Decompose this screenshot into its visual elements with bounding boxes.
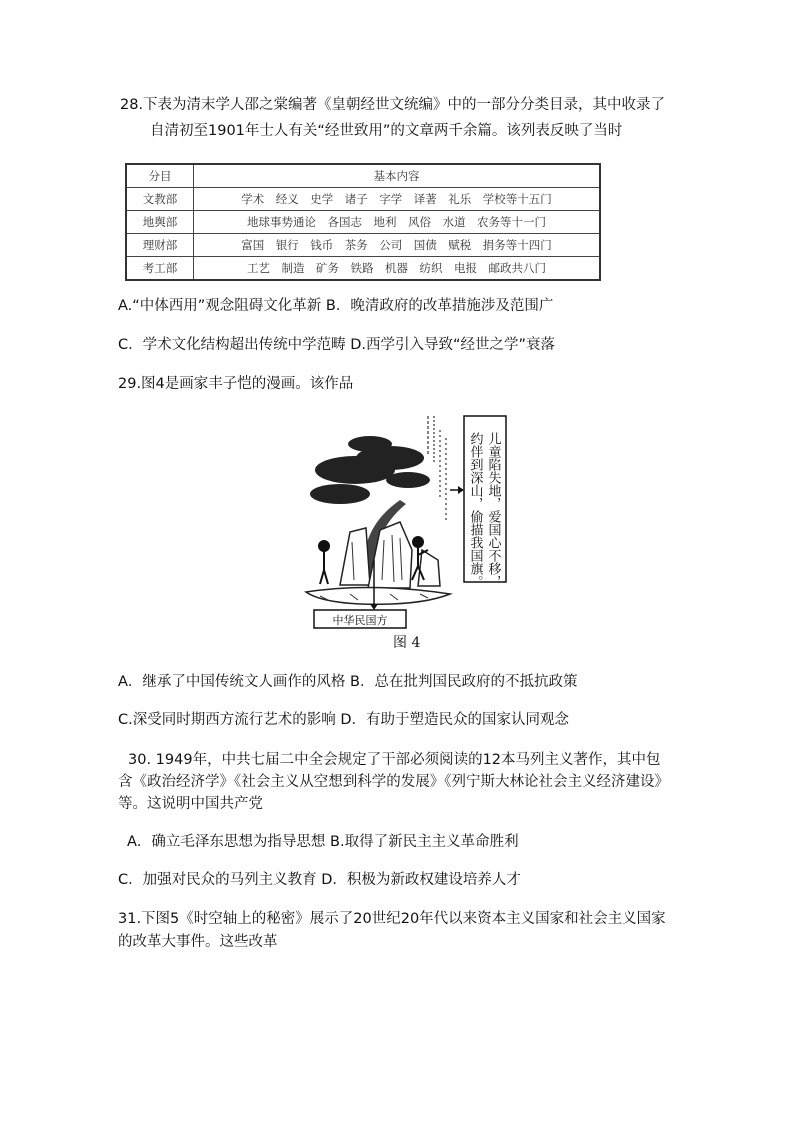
table-row: [126, 164, 600, 188]
q30-option-a-b: A．确立毛泽东思想为指导思想 B.取得了新民主主义革命胜利: [127, 834, 519, 850]
q30-option-c-d: C．加强对民众的马列主义教育 D．积极为新政权建设培养人才: [118, 872, 521, 888]
table-header-cell: 基本内容: [194, 164, 601, 188]
ground: [306, 587, 450, 604]
q28-option-a-b: A.“中体西用”观念阻碍文化革新 B．晚清政府的改革措施涉及范围广: [118, 298, 554, 314]
table-row: [126, 257, 600, 281]
q30-stem-line-3: 等。这说明中国共产党: [118, 796, 263, 812]
table-cell: 考工部: [126, 257, 194, 281]
table-header-cell: 分目: [126, 164, 194, 188]
signature-marks: [428, 416, 446, 520]
q28-option-c-d: C．学术文化结构超出传统中学范畴 D.西学引入导致“经世之学”衰落: [118, 337, 556, 353]
cartoon-drawing: [300, 410, 510, 632]
table-row: [126, 234, 600, 257]
q31-stem-line-2: 的改革大事件。这些改革: [118, 934, 278, 950]
table-cell: 富国 银行 钱币 茶务 公司 国债 赋税 捐务等十四门: [194, 234, 601, 257]
poem-text-col-2: 约伴到深山，偷描我国旗。: [467, 432, 483, 588]
cartoon-figure: [300, 410, 510, 632]
tree-canopy: [310, 436, 430, 504]
q29-option-c-d: C.深受同时期西方流行艺术的影响 D．有助于塑造民众的国家认同观念: [118, 712, 570, 728]
catalog-table: [125, 163, 601, 281]
q30-stem-line-1: 30. 1949年，中共七届二中全会规定了干部必须阅读的12本马列主义著作，其中包: [128, 752, 661, 768]
table-row: [126, 211, 600, 234]
table-cell: 工艺 制造 矿务 铁路 机器 纺织 电报 邮政共八门: [194, 257, 601, 281]
table-row: [126, 188, 600, 211]
q28-stem-line-2: 自清初至1901年士人有关“经世致用”的文章两千余篇。该列表反映了当时: [150, 123, 623, 139]
q31-stem-line-1: 31.下图5《时空轴上的秘密》展示了20世纪20年代以来资本主义国家和社会主义国家: [118, 911, 666, 927]
table-cell: 学术 经义 史学 诸子 字学 译著 礼乐 学校等十五门: [194, 188, 601, 211]
q30-stem-line-2: 含《政治经济学》《社会主义从空想到科学的发展》《列宁斯大林论社会主义经济建设》: [118, 774, 669, 790]
table-cell: 地球事势通论 各国志 地利 风俗 水道 农务等十一门: [194, 211, 601, 234]
q29-stem: 29.图4是画家丰子恺的漫画。该作品: [118, 376, 354, 392]
q28-stem-line-1: 28.下表为清末学人邵之棠编著《皇朝经世文统编》中的一部分分类目录，其中收录了: [120, 97, 666, 113]
flag-label: 中华民国方: [332, 614, 388, 627]
q29-option-a-b: A．继承了中国传统文人画作的风格 B．总在批判国民政府的不抵抗政策: [118, 674, 578, 690]
rocks: [340, 522, 440, 588]
pointer-arrowhead-right: [458, 486, 464, 494]
figure-caption: 图 4: [393, 635, 421, 651]
poem-text-col-1: 儿童陷失地，爱国心不移，: [485, 432, 501, 588]
pointer-arrowhead-down: [370, 604, 378, 610]
table-cell: 文教部: [126, 188, 194, 211]
table-cell: 地舆部: [126, 211, 194, 234]
table-cell: 理财部: [126, 234, 194, 257]
